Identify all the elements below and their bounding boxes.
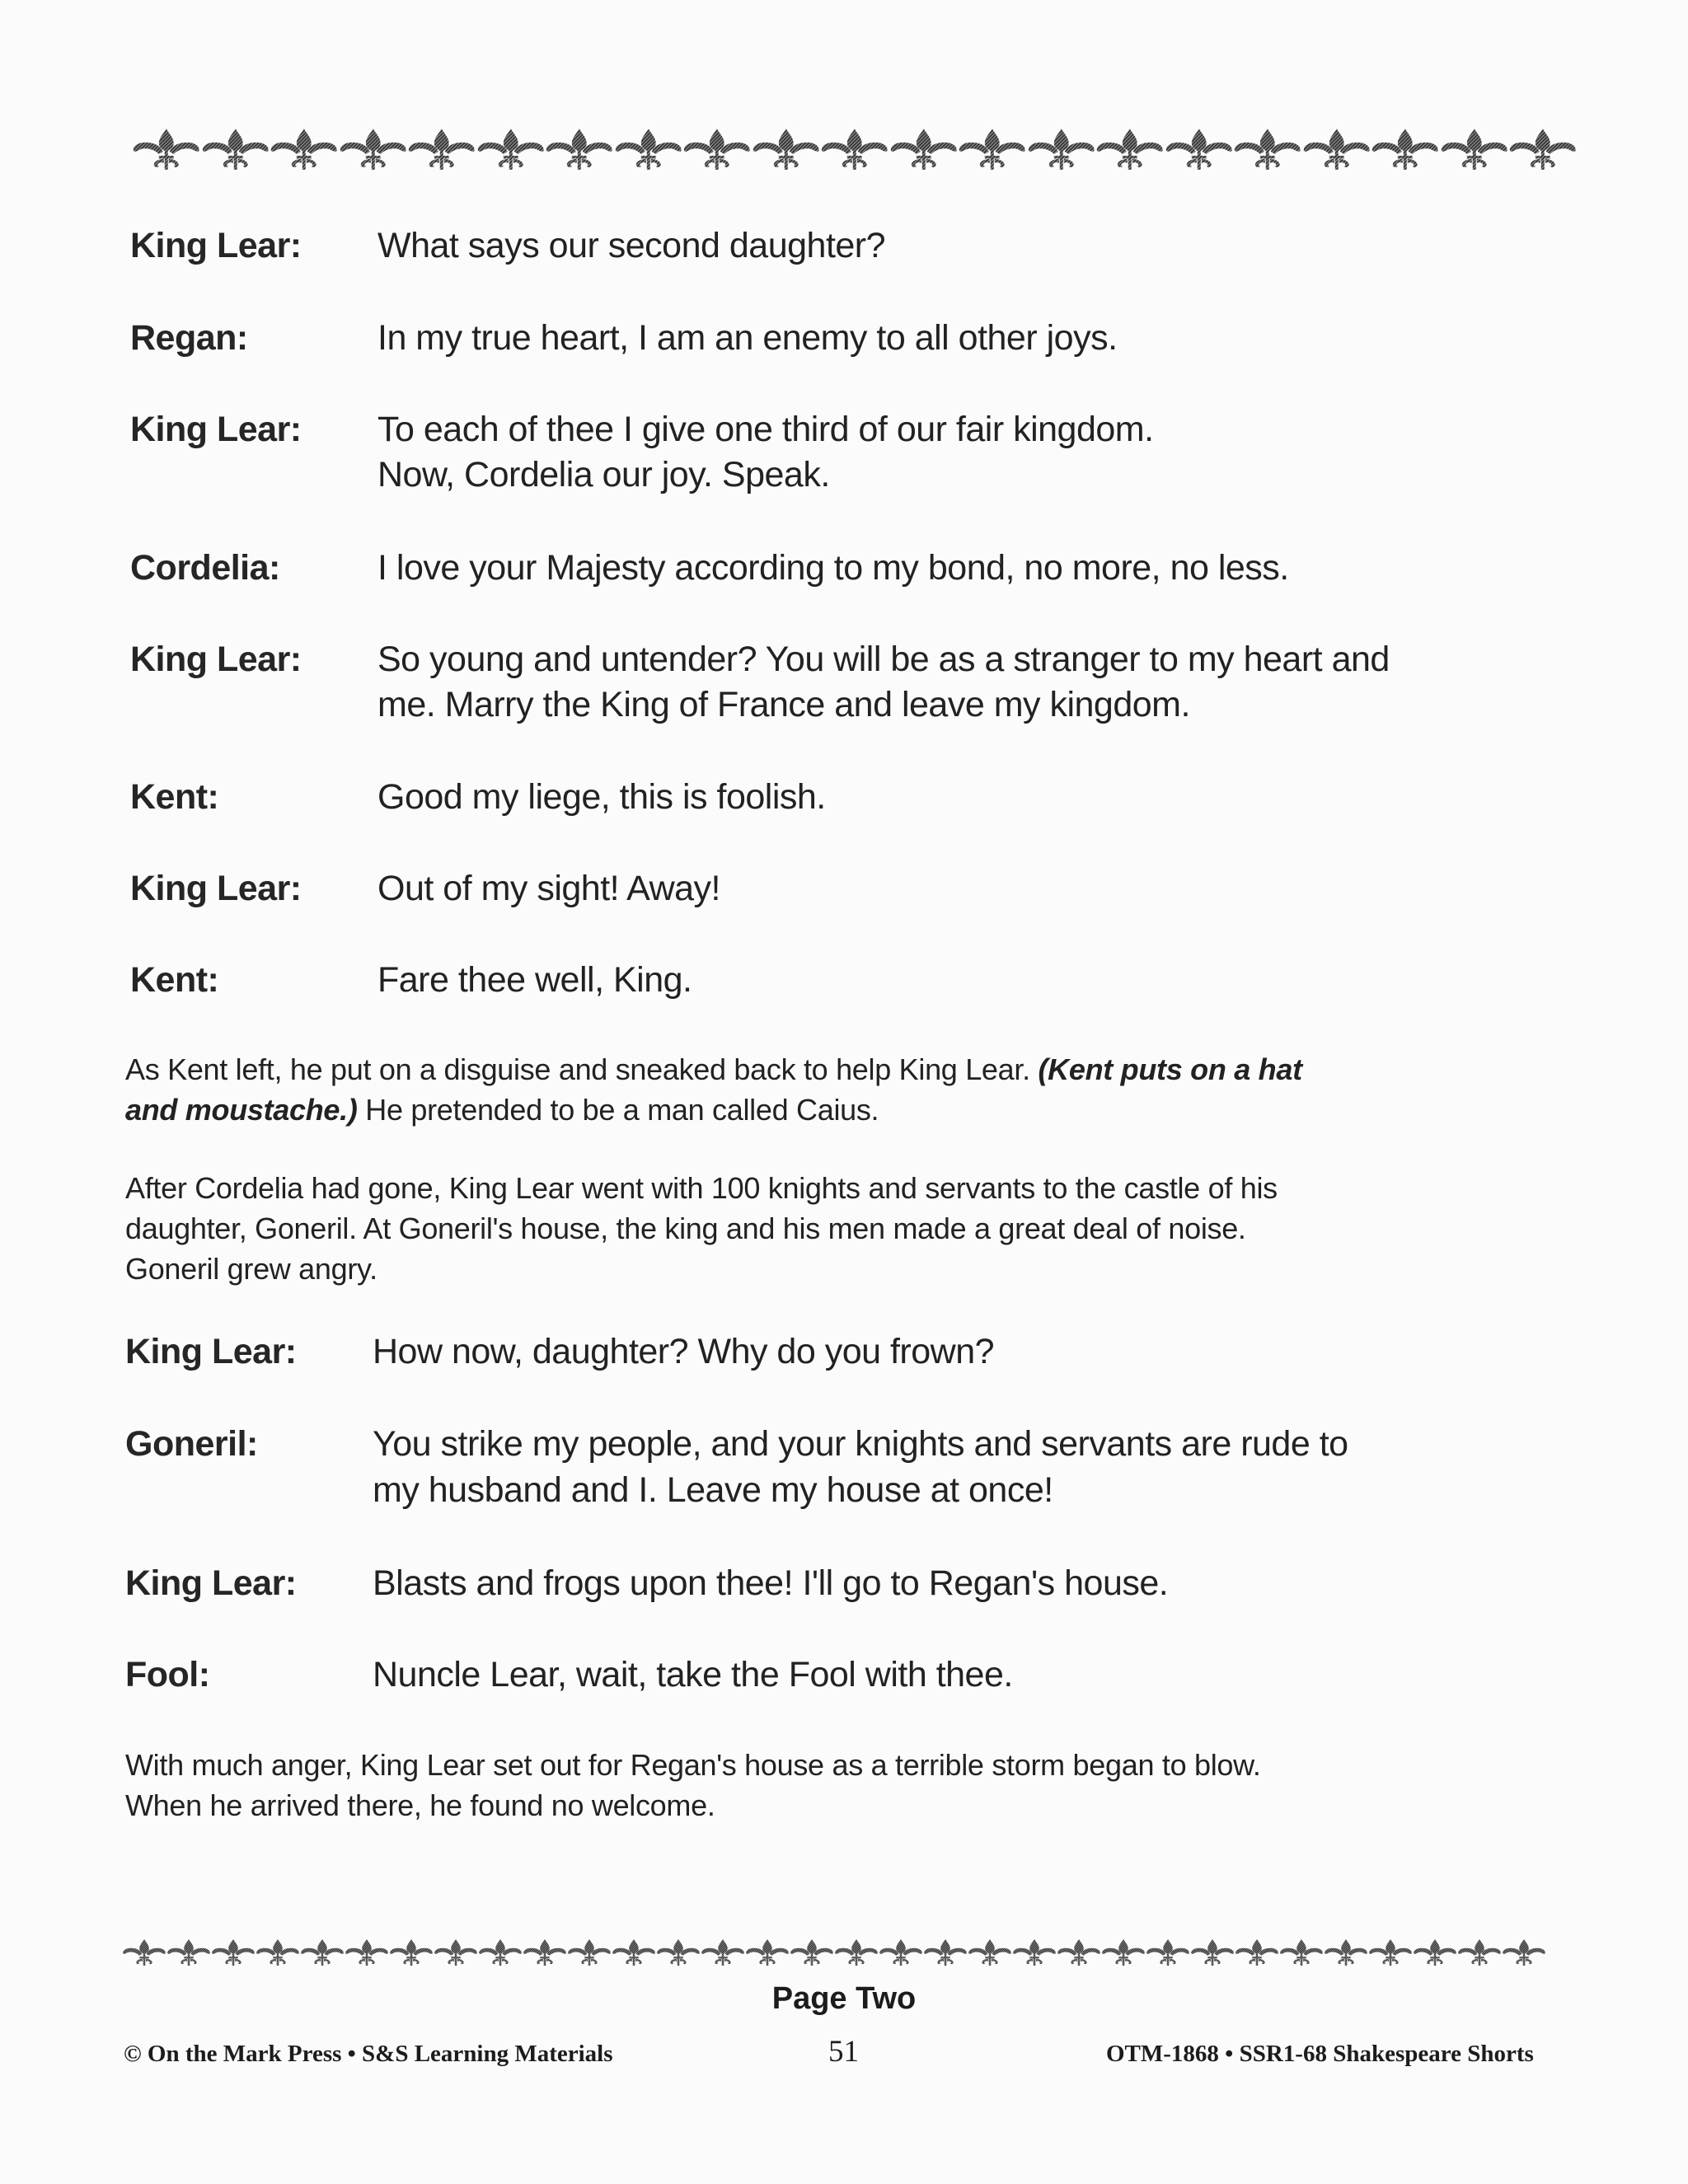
fleur-de-lis-icon (790, 1937, 834, 1968)
narration-line (125, 1090, 1302, 1130)
narration-line: After Cordelia had gone, King Lear went with 100 knights and servants to the castle of his (125, 1171, 1278, 1205)
fleur-de-lis-icon (1502, 1937, 1546, 1968)
dialogue-line: me. Marry the King of France and leave my kingdom. (377, 685, 1190, 724)
dialogue-line: my husband and I. Leave my house at once! (373, 1470, 1053, 1510)
speaker-name: Goneril: (125, 1424, 258, 1464)
fleur-de-lis-icon (1165, 126, 1234, 172)
narration-paragraph (125, 1168, 1278, 1289)
speaker-name: Cordelia: (130, 548, 280, 588)
fleur-de-lis-icon (201, 126, 270, 172)
fleur-de-lis-icon (1095, 126, 1165, 172)
fleur-de-lis-icon (300, 1937, 345, 1968)
dialogue-line: So young and untender? You will be as a stranger to my heart and (377, 640, 1390, 679)
narration-line: With much anger, King Lear set out for Regan's house as a terrible storm began to blow. (125, 1748, 1261, 1782)
fleur-de-lis-icon (614, 126, 683, 172)
fleur-de-lis-icon (656, 1937, 701, 1968)
fleur-de-lis-icon (256, 1937, 300, 1968)
fleur-de-lis-icon (968, 1937, 1012, 1968)
fleur-de-lis-icon (1235, 1937, 1279, 1968)
dialogue-line: In my true heart, I am an enemy to all other joys. (377, 318, 1118, 358)
dialogue-line: Blasts and frogs upon thee! I'll go to Regan's house. (373, 1563, 1169, 1603)
fleur-de-lis-icon (1101, 1937, 1146, 1968)
stage-direction: (Kent puts on a hat (1038, 1052, 1302, 1086)
fleur-de-lis-icon (1457, 1937, 1502, 1968)
fleur-de-lis-icon (1324, 1937, 1368, 1968)
dialogue-line: Nuncle Lear, wait, take the Fool with thee. (373, 1655, 1013, 1694)
speaker-name: King Lear: (130, 410, 302, 449)
fleur-de-lis-icon (523, 1937, 567, 1968)
speaker-name: King Lear: (130, 640, 302, 679)
fleur-de-lis-icon (682, 126, 752, 172)
series-code: OTM-1868 • SSR1-68 Shakespeare Shorts (1106, 2041, 1534, 2067)
fleur-de-lis-icon (545, 126, 614, 172)
narration-paragraph (125, 1745, 1261, 1825)
fleur-de-lis-icon (567, 1937, 612, 1968)
stage-direction: and moustache.) (125, 1093, 358, 1127)
fleur-de-lis-icon (923, 1937, 968, 1968)
fleur-de-lis-icon (389, 1937, 434, 1968)
fleur-de-lis-icon (1302, 126, 1372, 172)
fleur-de-lis-icon (1368, 1937, 1413, 1968)
fleur-de-lis-icon (834, 1937, 879, 1968)
speaker-name: Kent: (130, 777, 219, 817)
narration-paragraph (125, 1049, 1302, 1130)
fleur-de-lis-icon (752, 126, 821, 172)
fleur-de-lis-icon (1371, 126, 1440, 172)
narration-text: As Kent left, he put on a disguise and sneaked back to help King Lear. (125, 1052, 1039, 1086)
fleur-de-lis-icon (1413, 1937, 1457, 1968)
dialogue-line: How now, daughter? Why do you frown? (373, 1332, 995, 1371)
dialogue-line: Fare thee well, King. (377, 960, 692, 1000)
speaker-name: Kent: (130, 960, 219, 1000)
fleur-de-lis-icon (407, 126, 476, 172)
fleur-de-lis-icon (889, 126, 959, 172)
fleur-de-lis-icon (122, 1937, 166, 1968)
dialogue-line: You strike my people, and your knights and servants are rude to (373, 1424, 1348, 1464)
dialogue-line: Good my liege, this is foolish. (377, 777, 826, 817)
fleur-de-lis-icon (1012, 1937, 1057, 1968)
fleur-de-lis-icon (1190, 1937, 1235, 1968)
page-number: 51 (828, 2035, 859, 2069)
fleur-de-lis-icon (1233, 126, 1302, 172)
dialogue-line: Now, Cordelia our joy. Speak. (377, 455, 830, 494)
dialogue-line: Out of my sight! Away! (377, 869, 720, 908)
dialogue-line: What says our second daughter? (377, 226, 886, 265)
fleur-de-lis-icon (1027, 126, 1096, 172)
fleur-de-lis-icon (1279, 1937, 1324, 1968)
fleur-de-lis-icon (958, 126, 1027, 172)
fleur-de-lis-icon (339, 126, 408, 172)
speaker-name: King Lear: (125, 1563, 297, 1603)
fleur-de-lis-icon (434, 1937, 478, 1968)
fleur-de-lis-icon (270, 126, 339, 172)
narration-line (125, 1049, 1302, 1090)
fleur-de-lis-icon (1146, 1937, 1190, 1968)
dialogue-line: I love your Majesty according to my bond, no more, no less. (377, 548, 1289, 588)
fleur-de-lis-icon (1508, 126, 1578, 172)
fleur-de-lis-icon (478, 1937, 523, 1968)
fleur-de-lis-icon (476, 126, 546, 172)
fleur-de-lis-icon (745, 1937, 790, 1968)
speaker-name: King Lear: (130, 869, 302, 908)
bottom-fleur-de-lis-border (122, 1935, 1556, 1970)
fleur-de-lis-icon (345, 1937, 389, 1968)
copyright-notice: © On the Mark Press • S&S Learning Materials (124, 2041, 613, 2067)
fleur-de-lis-icon (879, 1937, 923, 1968)
speaker-name: King Lear: (130, 226, 302, 265)
fleur-de-lis-icon (132, 126, 201, 172)
fleur-de-lis-icon (211, 1937, 256, 1968)
speaker-name: King Lear: (125, 1332, 297, 1371)
fleur-de-lis-icon (820, 126, 889, 172)
top-fleur-de-lis-border (132, 124, 1566, 175)
fleur-de-lis-icon (701, 1937, 745, 1968)
page-label: Page Two (771, 1981, 917, 2016)
narration-line: When he arrived there, he found no welcome. (125, 1788, 715, 1822)
narration-line: daughter, Goneril. At Goneril's house, the king and his men made a great deal of noise. (125, 1212, 1246, 1245)
speaker-name: Regan: (130, 318, 248, 358)
fleur-de-lis-icon (1440, 126, 1509, 172)
fleur-de-lis-icon (166, 1937, 211, 1968)
narration-text: He pretended to be a man called Caius. (357, 1093, 879, 1127)
fleur-de-lis-icon (612, 1937, 656, 1968)
fleur-de-lis-icon (1057, 1937, 1101, 1968)
narration-line: Goneril grew angry. (125, 1252, 377, 1286)
dialogue-line: To each of thee I give one third of our fair kingdom. (377, 410, 1154, 449)
speaker-name: Fool: (125, 1655, 210, 1694)
